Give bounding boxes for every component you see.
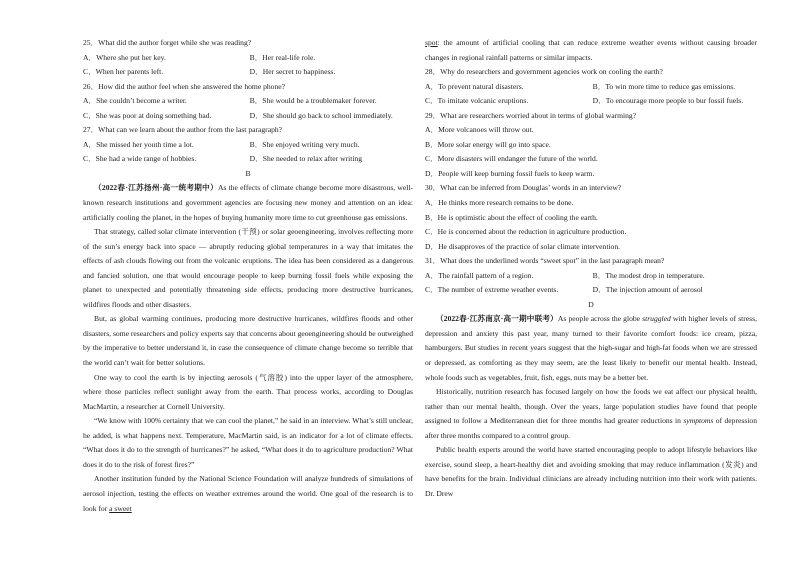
question-31-option-b: B．The modest drop in temperature.: [592, 270, 705, 280]
question-27: [83, 123, 413, 167]
question-31-options-row-2: [425, 283, 757, 298]
question-25: [83, 36, 413, 80]
question-28-option-b: B．To win more time to reduce gas emissions.: [592, 81, 736, 91]
question-30-option-a: A．He thinks more research remains to be done.: [425, 198, 574, 208]
question-26: [83, 80, 413, 124]
passage-d-intro-text-1: As people across the globe: [557, 314, 643, 324]
passage-b-paragraph-6-text: Another institution funded by the National Science Foundation will analyze hundreds of simulations of aerosol injection, testing the effects on weather extremes around the world. One goal of the research is to look for: [83, 474, 413, 513]
passage-b-paragraph-6: [83, 472, 413, 516]
question-25-options-row-2: [83, 65, 413, 80]
passage-d-paragraph-2: [425, 385, 757, 443]
question-28-options-row-2: [425, 94, 757, 109]
passage-d-paragraph-3: Public health experts around the world have started encouraging people to adopt lifestyle behaviors like exercise, sound sleep, a heart-healthy diet and avoiding smoking that may reduce inflammation (发炎) and have benefits for the brain. Individual clinicians are already including nutrition into their work with patients. Dr. Drew: [425, 445, 757, 498]
question-27-options-row-1: [83, 138, 413, 153]
question-26-option-a: A．She couldn’t become a writer.: [83, 96, 187, 106]
passage-b-paragraph-3: But, as global warming continues, producing more destructive hurricanes, wildfires floods and other disasters, some researchers and policy experts say that concerns about geoengineering should be outweighed by the imperative to better understand it, in case the consequence of climate change become so terrible that the world can’t wait for better solutions.: [83, 314, 413, 368]
passage-b-paragraph-4: One way to cool the earth is by injecting aerosols (气溶胶) into the upper layer of the atmosphere, where those particles reflect sunlight away from the earth. That process works, according to Douglas MacMartin, a researcher at Cornell University.: [83, 372, 413, 411]
passage-b-paragraph-2: That strategy, called solar climate intervention (干预) or solar geoengineering, involves reflecting more of the sun’s energy back into space — abruptly reducing global temperatures in a way that imitates the effects of ash clouds flowing out from the volcanic eruptions. The idea has been considered as a dangerous and fancied solution, one that would encourage people to keep burning fossil fuels while exposing the planet to unexpected and potentially threatening side effects, producing more destructive hurricanes, wildfires floods and other disasters.: [83, 227, 413, 309]
question-29-option-c: C．More disasters will endanger the future of the world.: [425, 154, 598, 164]
question-30: [425, 181, 757, 254]
question-28-option-c: C．To imitate volcanic eruptions.: [425, 96, 529, 106]
section-label-b: B: [245, 168, 251, 178]
question-25-option-b: B．Her real-life role.: [249, 52, 316, 62]
question-30-option-c: C．He is concerned about the reduction in agriculture production.: [425, 227, 627, 237]
question-31-options-row-1: [425, 269, 757, 284]
passage-b-paragraph-1: [83, 181, 413, 225]
passage-b-source-tag: （2022春·江苏扬州·高一统考期中）: [94, 183, 218, 193]
question-27-option-c: C．She had a wide range of hobbies.: [83, 154, 197, 164]
italic-word-struggled: struggled: [642, 314, 671, 324]
passage-b-paragraph-6-continuation: [425, 36, 757, 65]
passage-b-intro-text: As the effects of climate change become more disastrous, well-known research institutions and government agencies are focusing new money and attention on an idea: artificially cooling the planet, in the hopes of buying humanity more time to cut greenhouse gas emissions.: [83, 183, 413, 222]
question-26-option-b: B．She would be a troublemaker forever.: [249, 96, 377, 106]
question-25-option-a: A．Where she put her key.: [83, 52, 166, 62]
passage-d-paragraph-2-text-1: Historically, nutrition research has focused largely on how the foods we eat affect our physical health, rather than our mental health, though. Over the years, large population studies have found that people assigned to follow a Mediterranean diet for three months had greater reductions in: [425, 387, 757, 426]
question-30-option-d: D．He disapproves of the practice of solar climate intervention.: [425, 241, 621, 251]
left-column: [83, 36, 413, 516]
underlined-phrase-a-sweet: a sweet: [109, 503, 132, 513]
question-26-options-row-2: [83, 109, 413, 124]
question-31-option-c: C．The number of extreme weather events.: [425, 285, 559, 295]
question-25-option-d: D．Her secret to happiness.: [249, 67, 336, 77]
question-29: [425, 109, 757, 182]
passage-d-paragraph-1: [425, 312, 757, 385]
question-27-stem: 27．What can we learn about the author from the last paragraph?: [83, 125, 283, 135]
question-29-option-b: B．More solar energy will go into space.: [425, 139, 551, 149]
question-30-stem: 30．What can be inferred from Douglas’ words in an interview?: [425, 183, 622, 193]
question-28-option-d: D．To encourage more people to bur fossil fuels.: [592, 96, 744, 106]
passage-d-intro-text-2: with higher levels of stress, depression and anxiety this past year, many turned to their favorite comfort foods: ice cream, pizza, hamburgers. But studies in recent years suggest that the high-sugar and high-fat foods when we are stressed or depressed, as comforting as they may seem, are the least likely to benefit our mental health. Instead, whole foods such as vegetables, fruit, fish, eggs, nuts may be a better bet.: [425, 314, 757, 382]
question-28-stem: 28．Why do researchers and government agencies work on cooling the earth?: [425, 67, 663, 77]
passage-d-paragraph-2-text-2: of depression after three months compared to a control group.: [425, 416, 757, 440]
question-31: [425, 254, 757, 298]
question-27-options-row-2: [83, 152, 413, 167]
question-28: [425, 65, 757, 109]
question-29-option-d: D．People will keep burning fossil fuels to keep warm.: [425, 168, 595, 178]
question-25-stem: 25．What did the author forget while she was reading?: [83, 38, 252, 47]
exam-document-page: [83, 36, 757, 516]
section-label-d: D: [588, 299, 594, 309]
question-25-options-row-1: [83, 51, 413, 66]
question-26-stem: 26．How did the author feel when she answered the home phone?: [83, 81, 286, 91]
question-30-option-b: B．He is optimistic about the effect of cooling the earth.: [425, 212, 598, 222]
question-26-options-row-1: [83, 94, 413, 109]
question-28-options-row-1: [425, 80, 757, 95]
italic-word-symptoms: symptoms: [683, 416, 714, 426]
passage-b-continuation-text: : the amount of artificial cooling that can reduce extreme weather events without causing broader changes in regional rainfall patterns or similar impacts.: [425, 38, 757, 62]
right-column: [425, 36, 757, 516]
passage-d-source-tag: （2022春·江苏南京·高一期中联考）: [436, 314, 558, 324]
question-29-option-a: A．More volcanoes will throw out.: [425, 125, 534, 135]
question-31-stem: 31．What does the underlined words “sweet spot” in the last paragraph mean?: [425, 256, 665, 266]
passage-b-paragraph-5: “We know with 100% certainty that we can cool the planet,” he said in an interview. What’s still unclear, he added, is what happens next. Temperature, MacMartin said, is an indicator for a lot of climate effects. “What does it do to the strength of hurricanes?” he asked, “What does it do to agriculture production? What does it do to the risk of forest fires?”: [83, 416, 413, 469]
question-27-option-d: D．She needed to relax after writing: [249, 154, 363, 164]
question-29-stem: 29．What are researchers worried about in terms of global warming?: [425, 110, 637, 120]
question-27-option-b: B．She enjoyed writing very much.: [249, 139, 360, 149]
question-31-option-d: D．The injection amount of aerosol: [592, 285, 703, 295]
underlined-word-spot: spot: [425, 38, 438, 47]
question-26-option-d: D．She should go back to school immediately.: [249, 110, 393, 120]
question-28-option-a: A．To prevent natural disasters.: [425, 81, 524, 91]
question-26-option-c: C．She was poor at doing something bad.: [83, 110, 212, 120]
question-25-option-c: C．When her parents left.: [83, 67, 164, 77]
question-31-option-a: A．The rainfall pattern of a region.: [425, 270, 534, 280]
question-27-option-a: A．She missed her youth time a lot.: [83, 139, 194, 149]
